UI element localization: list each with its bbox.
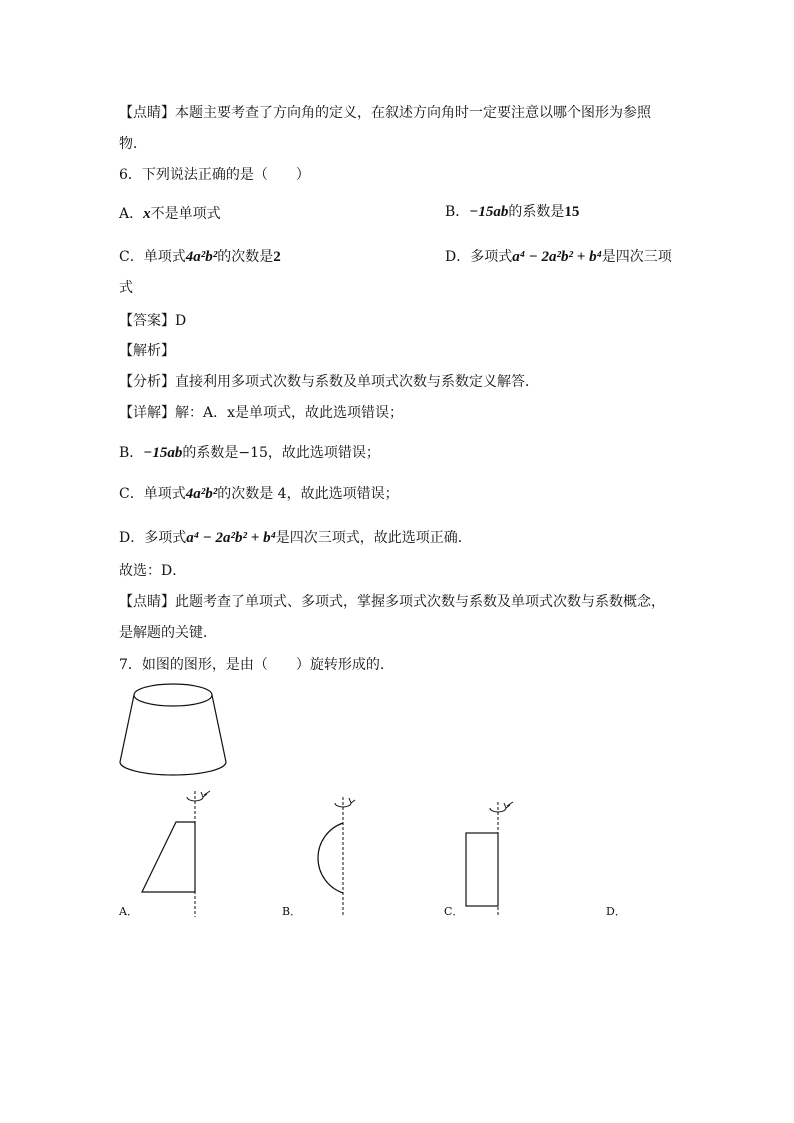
option-a-prefix: A． [119,206,144,222]
detail-b-prefix: B． [119,445,144,461]
detail-b-expr: −15ab [143,445,183,461]
q6-analysis-title: 【解析】 [119,343,175,359]
q5-comment-line1: 【点睛】本题主要考查了方向角的定义，在叙述方向角时一定要注意以哪个图形为参照 [119,105,651,121]
option-c-shape [460,800,520,919]
q6-detail-d [119,528,472,548]
detail-d-text: 是四次三项式，故此选项正确． [275,530,472,546]
q6-comment-line1: 【点睛】此题考查了单项式、多项式，掌握多项式次数与系数及单项式次数与系数概念， [119,594,665,610]
q7-option-c-label: C． [444,905,464,918]
q6-answer: 【答案】D [119,313,187,329]
option-c-prefix: C． [119,249,144,265]
option-c-text2: 的次数是 [217,249,274,265]
q6-option-d-continued: 式 [119,280,133,296]
q5-comment-line2: 物． [119,136,147,152]
option-c-expr: 4a²b² [185,249,218,265]
option-a-text: 不是单项式 [150,206,221,222]
q6-comment-line2: 是解题的关键． [119,625,217,641]
q7-option-d-label: D． [606,905,626,918]
detail-b-text: 的系数是−15，故此选项错误； [182,445,380,461]
option-c-val: 2 [273,249,281,265]
option-b-val: 15 [564,204,580,220]
detail-c-text: 的次数是 4，故此选项错误； [217,486,399,502]
option-b-text: 的系数是 [508,204,565,220]
detail-c-prefix: C．单项式 [119,486,186,502]
option-d-prefix: D． [445,249,471,265]
q6-stem: 6．下列说法正确的是（ ） [119,167,310,183]
option-a-shape [138,787,218,919]
option-b-shape [296,795,366,919]
q6-choose: 故选：D． [119,563,187,579]
q6-option-a [119,204,221,224]
q6-analysis: 【分析】直接利用多项式次数与系数及单项式次数与系数定义解答． [119,374,539,390]
option-b-expr: −15ab [469,204,509,220]
q6-detail-c [119,484,399,504]
option-d-text1: 多项式 [470,249,513,265]
option-c-text1: 单项式 [143,249,186,265]
option-b-prefix: B． [445,204,470,220]
q7-stem: 7．如图的图形，是由（ ）旋转形成的． [119,657,394,673]
detail-c-expr: 4a²b² [185,486,218,502]
q6-detail-b [119,443,380,463]
option-d-expr: a⁴ − 2a²b² + b⁴ [512,249,602,265]
detail-d-expr: a⁴ − 2a²b² + b⁴ [186,530,276,546]
q7-option-a-label: A． [119,905,138,918]
q6-option-b [445,202,579,222]
option-d-text2: 是四次三项 [601,249,672,265]
q7-option-b-label: B． [282,905,302,918]
frustum-figure [116,682,231,778]
q6-detail-a: 【详解】解：A．x是单项式，故此选项错误； [119,405,404,421]
option-a-var: x [143,206,151,222]
q6-option-d [445,247,672,267]
detail-d-prefix: D．多项式 [119,530,187,546]
q6-option-c [119,247,281,267]
